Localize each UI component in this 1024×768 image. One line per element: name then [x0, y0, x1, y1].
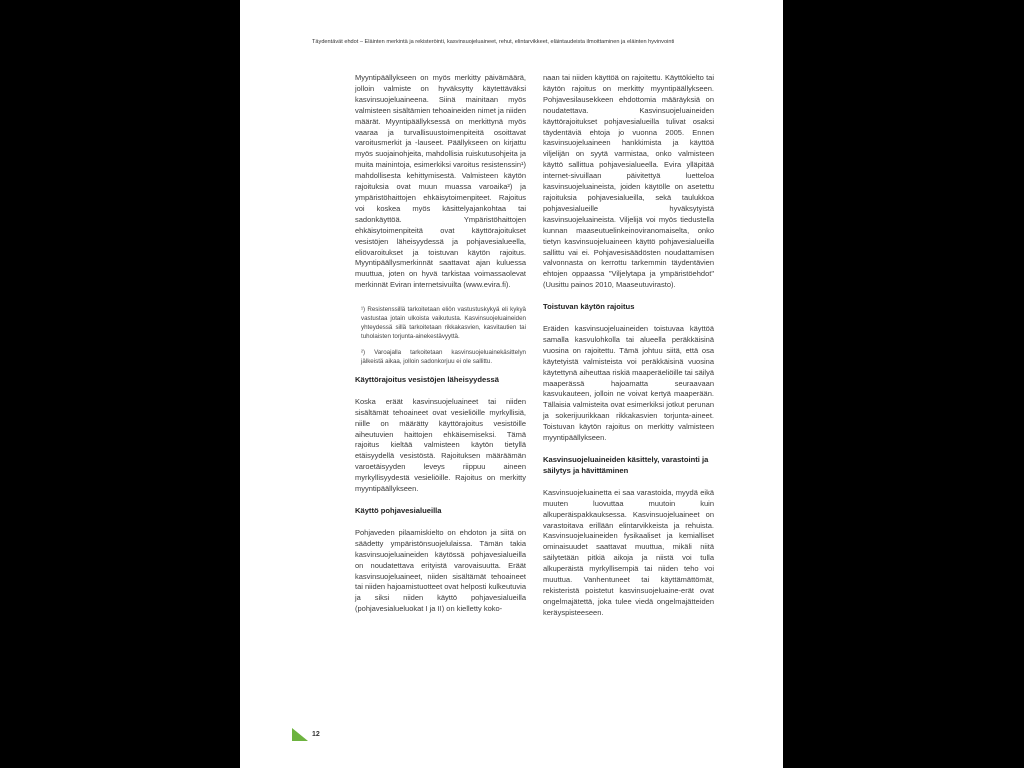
- page-footer: [292, 727, 320, 741]
- paragraph: Myyntipäällykseen on myös merkitty päivämäärä, jolloin valmiste on hyväksytty käytettäväksi kasvinsuojeluaineena. Siinä mainitaan myös valmisteen sisältämien tehoaineiden nimet ja niiden määrät. Myyntipäällyksessä on merkittynä myös vaaraa ja turvallisuustoimenpiteitä osoittavat varoitusmerkit ja -lauseet. Päällykseen on kirjattu myös suojainohjeita, mahdollisia ruiskutusohjeita ja muita mainintoja, esimerkiksi varoitus resistenssin¹) mahdollisesta kehittymisestä. Valmisteen käytön rajoituksia ovat muun muassa varoaika²) ja ympäristöhaittojen ehkäisytoimenpiteet. Rajoitus voi koskea myös käsittelyajankohtaa tai sadonkäyttöä. Ympäristöhaittojen ehkäisytoimenpiteitä ovat käyttörajoitukset vesistöjen läheisyydessä ja pohjavesialueella, eliövaroitukset ja toistuvan käytön rajoitus. Myyntipäällysmerkinnät saattavat ajan kuluessa muuttua, joten on hyvä tarkistaa voimassaolevat merkinnät Eviran internetsivuilta (www.evira.fi).: [355, 73, 526, 290]
- footnote-1: ¹) Resistenssillä tarkoitetaan eliön vastustuskykyä eli kykyä vastustaa jotain ulkoista vaikutusta. Kasvinsuojeluaineiden yhteydessä sillä tarkoitetaan rikkakasvien, kasvitautien tai tuholaisten torjunta-ainekestävyyttä.: [361, 306, 526, 340]
- left-column: [355, 73, 526, 626]
- running-header: Täydentävät ehdot – Eläinten merkintä ja rekisteröinti, kasvinsuojeluaineet, rehut, elintarvikkeet, eläintaudeista ilmoittaminen ja eläinten hyvinvointi: [312, 39, 675, 45]
- section-heading: Toistuvan käytön rajoitus: [543, 302, 635, 312]
- paragraph: Eräiden kasvinsuojeluaineiden toistuvaa käyttöä samalla kasvulohkolla tai alueella peräkkäisinä vuosina on rajoitettu. Tämä johtuu siitä, että osa käytetyistä valmisteista voi peräkkäisinä vuosina käytettynä aiheuttaa riskiä maaperäeliöille tai säilyä maaperässä hajoamatta seuraavaan kasvukauteen, jolloin ne voivat kertyä maaperään. Tällaisia valmisteita ovat esimerkiksi jotkut perunan ja sokerijuurikkaan rikkakasvien torjunta-aineet. Toistuvan käytön rajoitus on merkitty valmisteen myyntipäällykseen.: [543, 324, 714, 443]
- right-column: [543, 73, 714, 630]
- paragraph: Koska eräät kasvinsuojeluaineet tai niiden sisältämät tehoaineet ovat vesieliöille myrkyllisiä, niille on määrätty käyttörajoitus vesistöille aiheutuvien haittojen ehkäisemiseksi. Tämä rajoitus kieltää valmisteen käytön tietyllä etäisyydellä vesistöstä. Rajoituksen määräämän varoetäisyyden leveys riippuu aineen myrkyllisyydestä vesieliöille. Rajoitus on merkitty myyntipäällykseen.: [355, 396, 526, 494]
- section-heading: Käyttörajoitus vesistöjen läheisyydessä: [355, 374, 499, 384]
- paragraph: naan tai niiden käyttöä on rajoitettu. Käyttökielto tai käytön rajoitus on merkitty myyntipäällykseen. Pohjavesilausekkeen ehdottomia määräyksiä on noudatettava. Kasvinsuojeluaineiden käyttörajoitukset pohjavesialueilla tulivat osaksi täydentäviä ehtoja jo vuonna 2005. Ennen kasvinsuojeluaineen hankkimista ja käyttöä viljelijän on syytä varmistaa, onko valmisteen käyttö sallittua pohjavesialueella. Evira ylläpitää internet-sivuillaan päivitettyä luetteloa kasvinsuojeluaineista, joiden käytölle on asetettu rajoituksia pohjavesialueilla, sekä taulukkoa pohjavesialueille hyväksytyistä kasvinsuojeluaineista. Viljelijä voi myös tiedustella kunnan maaseutuelinkeinoviranomaiselta, onko tietyn kasvinsuojeluaineen käyttö pohjavesialueilla sallittu vai ei. Pohjavesisäädösten noudattamisen valvonnasta on kerrottu tarkemmin täydentävien ehtojen oppaassa "Viljelytapa ja ympäristöehdot" (Uusittu painos 2010, Maaseutuvirasto).: [543, 73, 714, 290]
- paragraph: Kasvinsuojeluainetta ei saa varastoida, myydä eikä muuten luovuttaa muutoin kuin alkuperäispakkauksessa. Kasvinsuojeluaineet on varastoitava erillään elintarvikkeista ja rehuista. Kasvinsuojeluaineiden fysikaaliset ja kemialliset ominaisuudet saattavat muuttua, mikäli niitä säilytetään pitkiä aikoja ja niistä voi tulla alkuperäistä myrkyllisempiä tai niiden teho voi muuttua. Vanhentuneet tai käyttämättömät, rekisteristä poistetut kasvinsuojeluaine-erät ovat ongelmajätettä, joka tulee viedä ongelmajätteiden keräyspisteeseen.: [543, 487, 714, 617]
- paragraph: Pohjaveden pilaamiskielto on ehdoton ja siitä on säädetty ympäristönsuojelulaissa. Tämän takia kasvinsuojeluaineiden käytössä pohjavesialueilla on noudatettava erityistä varovaisuutta. Eräät kasvinsuojeluaineet, niiden sisältämät tehoaineet tai niiden hajoamistuotteet ovat helposti kulkeutuvia ja siksi niiden käyttö pohjavesialueilla (pohjavesialueluokat I ja II) on kielletty koko-: [355, 527, 526, 614]
- page-number: 12: [312, 730, 320, 738]
- section-heading: Kasvinsuojeluaineiden käsittely, varastointi ja säilytys ja hävittäminen: [543, 455, 709, 475]
- corner-triangle-icon: [292, 728, 308, 741]
- footnote-2: ²) Varoajalla tarkoitetaan kasvinsuojeluainekäsittelyn jälkeistä aikaa, jolloin sadonkorjuu ei ole sallittu.: [361, 349, 526, 366]
- section-heading: Käyttö pohjavesialueilla: [355, 505, 442, 515]
- document-page: [240, 0, 783, 768]
